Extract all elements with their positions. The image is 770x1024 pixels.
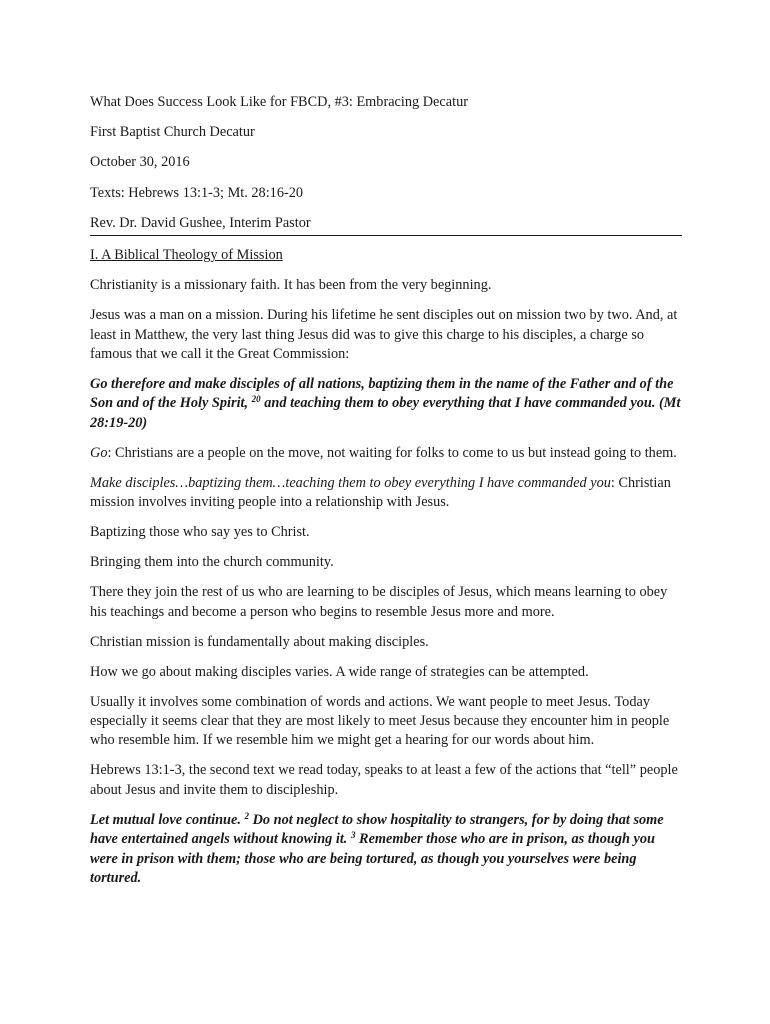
section-heading: [90, 246, 682, 265]
great-commission-quote: [90, 375, 682, 433]
paragraph-7: There they join the rest of us who are learning to be disciples of Jesus, which means learning to obey his teachings and become a person who begins to resemble Jesus more and more.: [90, 584, 668, 620]
document-body: [90, 93, 682, 899]
paragraph-4-lead: Make disciples…baptizing them…teaching them to obey everything I have commanded you: [90, 474, 611, 491]
paragraph-4-rest: : Christian mission involves inviting people into a relationship with Jesus.: [90, 474, 671, 511]
paragraph-11: Hebrews 13:1-3, the second text we read today, speaks to at least a few of the actions that “tell” people about Jesus and invite them to discipleship.: [90, 762, 678, 798]
scripture-texts: Texts: Hebrews 13:1-3; Mt. 28:16-20: [90, 184, 304, 201]
sermon-title: What Does Success Look Like for FBCD, #3: Embracing Decatur: [90, 94, 468, 110]
paragraph-9: How we go about making disciples varies. A wide range of strategies can be attempted.: [90, 663, 589, 680]
paragraph-3-rest: : Christians are a people on the move, not waiting for folks to come to us but instead going to them.: [107, 444, 677, 461]
quote1-part1: Go therefore and make disciples of all nations, baptizing them in the name of the Father and of the Son and of the Holy Spirit,: [90, 376, 674, 412]
quote2-part2: Do not neglect to show hospitality to strangers, for by doing that some have entertained angels without knowing it.: [90, 811, 664, 848]
paragraph-8: Christian mission is fundamentally about making disciples.: [90, 633, 429, 650]
paragraph-10: Usually it involves some combination of words and actions. We want people to meet Jesus. Today especially it seems clear that they are most likely to meet Jesus because they encounter him in people who resemble him. If we resemble him we might get a hearing for our words about him.: [90, 693, 670, 749]
paragraph-6: Bringing them into the church community.: [90, 554, 334, 571]
paragraph-2: Jesus was a man on a mission. During his lifetime he sent disciples out on mission two by two. And, at least in Matthew, the very last thing Jesus did was to give this charge to his disciples, a charge so famous that we call it the Great Commission:: [90, 307, 678, 363]
quote2-part1: Let mutual love continue.: [90, 811, 245, 828]
paragraph-4: [90, 474, 682, 513]
verse-number-2: 2: [244, 810, 249, 821]
paragraph-3: [90, 444, 682, 463]
paragraph-5: Baptizing those who say yes to Christ.: [90, 524, 310, 541]
paragraph-3-lead: Go: [90, 444, 108, 461]
hebrews-quote: [90, 811, 682, 889]
verse-number-20: 20: [251, 394, 261, 405]
verse-number-3: 3: [350, 830, 356, 841]
quote2-part3: Remember those who are in prison, as though you were in prison with them; those who are being tortured, as though you yourselves were being tortured.: [90, 831, 655, 887]
church-name: First Baptist Church Decatur: [90, 124, 255, 141]
sermon-date: October 30, 2016: [90, 154, 190, 171]
paragraph-1: Christianity is a missionary faith. It has been from the very beginning.: [90, 277, 492, 294]
speaker-line: Rev. Dr. David Gushee, Interim Pastor: [90, 214, 682, 236]
quote1-part2: and teaching them to obey everything that I have commanded you. (Mt 28:19-20): [90, 395, 681, 431]
section-heading-text: I. A Biblical Theology of Mission: [90, 247, 283, 264]
